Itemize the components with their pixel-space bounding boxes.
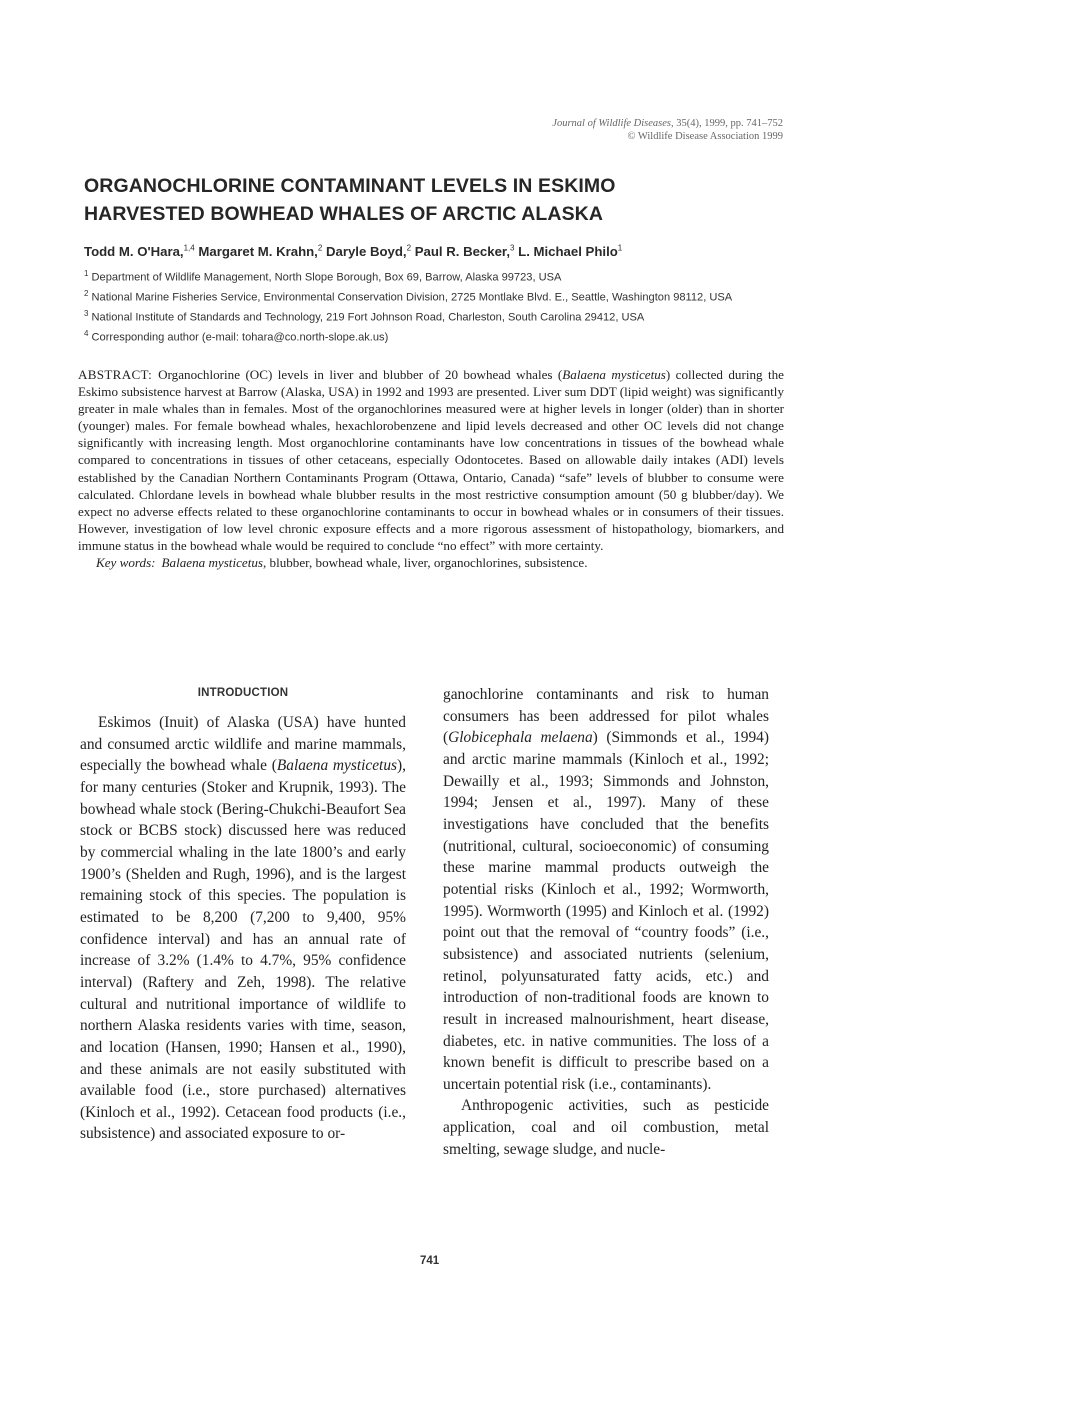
intro-paragraph-1-continued: ganochlorine contaminants and risk to human consumers has been addressed for pilot whales (Globicephala melaena) (Simmonds et al., 1994) and arctic marine mammals (Kinloch et al., 1992; Dewailly et al., 1993; Simmonds and Johnston, 1994; Jensen et al., 1997). Many of these investigations have concluded that the benefits (nutritional, cultural, socioeconomic) of consuming these marine mammal products outweigh the potential risks (Kinloch et al., 1992; Wormworth, 1995). Wormworth (1995) and Kinloch et al. (1992) point out that the removal of “country foods” (i.e., subsistence) and associated nutrients (selenium, retinol, polyunsaturated fatty acids, etc.) and introduction of non-traditional foods are known to result in increased malnourishment, heart disease, diabetes, etc. in native communities. The loss of a known benefit is difficult to prescribe based on a uncertain potential risk (i.e., contaminants). bbox=[443, 686, 770, 1093]
page-number: 741 bbox=[420, 1255, 440, 1267]
species-name: Balaena mysticetus bbox=[161, 555, 263, 571]
species-name: Balaena mysticetus bbox=[276, 757, 398, 775]
abstract bbox=[78, 366, 784, 571]
article-title bbox=[84, 172, 804, 228]
author: Paul R. Becker,$^3$ bbox=[411, 244, 515, 260]
author: Daryle Boyd,$^2$ bbox=[322, 244, 412, 260]
species-name: Globicephala melaena bbox=[448, 729, 593, 747]
article-title-line-1: ORGANOCHLORINE CONTAMINANT LEVELS IN ESKIMO bbox=[84, 175, 616, 197]
author: Margaret M. Krahn,$^2$ bbox=[194, 244, 323, 260]
affiliation-list bbox=[84, 266, 804, 346]
journal-copyright: © Wildlife Disease Association 1999 bbox=[627, 131, 783, 142]
abstract-body: ABSTRACT: Organochlorine (OC) levels in liver and blubber of 20 bowhead whales (Balaena mysticetus) collected during the Eskimo subsistence harvest at Barrow (Alaska, USA) in 1992 and 1993 are presented. Liver sum DDT (lipid weight) was significantly greater in male whales than in females. Most of the organochlorines measured were at higher levels in longer (older) than in shorter (younger) males. For female bowhead whales, hexachlorobenzene and lipid levels decreased and other OC levels did not change significantly with increasing length. Most organochlorine contaminants have low concentrations in tissues of the bowhead whale compared to concentrations in tissues of other cetaceans, especially Odontocetes. Based on allowable daily intakes (ADI) levels established by the Canadian Northern Contaminants Program (Ottawa, Ontario, Canada) “safe” levels of blubber to consume were calculated. Chlordane levels in bowhead whale blubber results in the most restrictive consumption amount (50 g blubber/day). We expect no adverse effects related to these organochlorine contaminants to occur in bowhead whales or in consumers of their tissues. However, investigation of low level chronic exposure effects and a more rigorous assessment of histopathology, biomarkers, and immune status in the bowhead whale would be required to conclude “no effect” with more certainty. bbox=[78, 367, 784, 553]
intro-paragraph-2: Anthropogenic activities, such as pesticide application, coal and oil combustion, metal smelting, sewage sludge, and nucle- bbox=[443, 1097, 769, 1158]
author: Todd M. O'Hara,$^{1,4}$ bbox=[84, 244, 195, 260]
intro-paragraph-1: Eskimos (Inuit) of Alaska (USA) have hunted and consumed arctic wildlife and marine mammals, especially the bowhead whale (Balaena mysticetus), for many centuries (Stoker and Krupnik, 1993). The bowhead whale stock (Bering-Chukchi-Beaufort Sea stock or BCBS stock) discussed here was reduced by commercial whaling in the late 1800’s and early 1900’s (Shelden and Rugh, 1996), and is the largest remaining stock of this species. The population is estimated to be 8,200 (7,200 to 9,400, 95% confidence interval) and has an annual rate of increase of 3.2% (1.4% to 4.7%, 95% confidence interval) (Raftery and Zeh, 1998). The relative cultural and nutritional importance of wildlife to northern Alaska residents varies with time, season, and location (Hansen, 1990; Hansen et al., 1990), and these animals are not easily substituted with available food (i.e., store purchased) alternatives (Kinloch et al., 1992). Cetacean food products (i.e., subsistence) and associated exposure to or- bbox=[80, 714, 406, 1143]
affiliation: $^2$ National Marine Fisheries Service, Environmental Conservation Division, 2725 Montlake Blvd. E., Seattle, Washington 98112, USA bbox=[84, 289, 733, 304]
journal-header bbox=[552, 117, 783, 143]
keywords: Key words: Balaena mysticetus, blubber, bowhead whale, liver, organochlorines, subsistence. bbox=[96, 555, 588, 571]
journal-volume-pages: 35(4), 1999, pp. 741–752 bbox=[673, 118, 783, 129]
author: L. Michael Philo$^1$ bbox=[514, 244, 623, 260]
article-title-line-2: HARVESTED BOWHEAD WHALES OF ARCTIC ALASKA bbox=[84, 203, 604, 225]
section-heading-introduction: INTRODUCTION bbox=[197, 687, 289, 699]
keywords-label: Key words: bbox=[96, 555, 156, 571]
abstract-label: ABSTRACT: bbox=[78, 367, 153, 382]
right-column bbox=[443, 684, 769, 1160]
left-column bbox=[80, 684, 406, 1145]
affiliation-corresponding: $^4$ Corresponding author (e-mail: tohara@co.north-slope.ak.us) bbox=[84, 329, 389, 344]
author-list bbox=[84, 244, 804, 259]
affiliation: $^3$ National Institute of Standards and Technology, 219 Fort Johnson Road, Charleston, South Carolina 29412, USA bbox=[84, 309, 645, 324]
affiliation: $^1$ Department of Wildlife Management, North Slope Borough, Box 69, Barrow, Alaska 99723, USA bbox=[84, 269, 562, 284]
journal-name: Journal of Wildlife Diseases, bbox=[552, 118, 674, 129]
journal-citation bbox=[552, 117, 783, 130]
species-name: Balaena mysticetus bbox=[562, 367, 666, 382]
